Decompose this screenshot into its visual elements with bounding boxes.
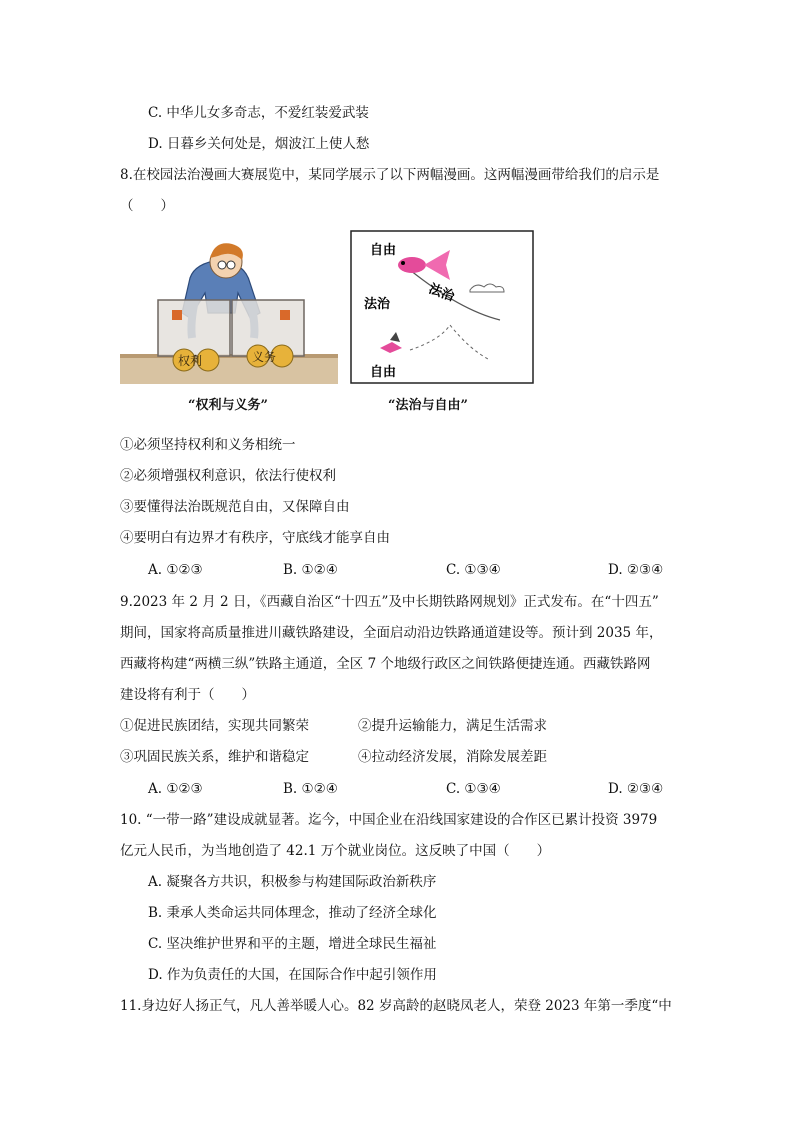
q8-stem: 8.在校园法治漫画大赛展览中，某同学展示了以下两幅漫画。这两幅漫画带给我们的启示是 <box>120 167 660 183</box>
q8-item-3: ③要懂得法治既规范自由，又保障自由 <box>120 499 350 515</box>
q8-choice-c: C. ①③④ <box>446 562 501 578</box>
comic1-box-right-label: 义务 <box>252 350 277 364</box>
q9-line-1: 9.2023 年 2 月 2 日，《西藏自治区“十四五”及中长期铁路网规划》正式发布。在“十四五” <box>120 594 659 610</box>
q8-item-2: ②必须增强权利意识，依法行使权利 <box>120 468 336 484</box>
q9-line-3: 西藏将构建“两横三纵”铁路主通道，全区 7 个地级行政区之间铁路便捷连通。西藏铁路网 <box>120 656 651 672</box>
q10-option-c: C. 坚决维护世界和平的主题，增进全球民生福祉 <box>148 936 437 952</box>
q7-option-c: C. 中华儿女多奇志，不爱红装爱武装 <box>148 105 369 121</box>
comic2-label-law-top: 法治 <box>426 281 457 305</box>
q9-item-2: ②提升运输能力，满足生活需求 <box>358 718 547 734</box>
q10-option-a: A. 凝聚各方共识，积极参与构建国际政治新秩序 <box>148 874 437 890</box>
q10-option-b: B. 秉承人类命运共同体理念，推动了经济全球化 <box>148 905 437 921</box>
comic2-label-law-left: 法治 <box>364 297 391 312</box>
q9-item-3: ③巩固民族关系，维护和谐稳定 <box>120 749 309 765</box>
comic2-label-freedom-top: 自由 <box>370 243 397 258</box>
comic-law-freedom-drawing <box>350 230 534 384</box>
comic2-label-freedom-bottom: 自由 <box>370 365 397 380</box>
q8-choice-b: B. ①②④ <box>283 562 338 578</box>
q8-choice-d: D. ②③④ <box>608 562 664 578</box>
q10-line-2: 亿元人民币，为当地创造了 42.1 万个就业岗位。这反映了中国（ ） <box>120 843 551 859</box>
q10-option-d: D. 作为负责任的大国，在国际合作中起引领作用 <box>148 967 437 983</box>
comic-rights-obligations <box>120 238 338 384</box>
comic2-caption: “法治与自由” <box>388 398 468 413</box>
comic1-caption: “权利与义务” <box>188 398 268 413</box>
q9-line-4: 建设将有利于（ ） <box>120 687 255 703</box>
q8-choice-a: A. ①②③ <box>148 562 203 578</box>
q9-item-1: ①促进民族团结，实现共同繁荣 <box>120 718 309 734</box>
comic-law-freedom <box>350 230 534 384</box>
q9-choice-d: D. ②③④ <box>608 781 664 797</box>
q8-stem-bracket: （ ） <box>120 198 174 214</box>
q11-line-1: 11.身边好人扬正气，凡人善举暖人心。82 岁高龄的赵晓凤老人，荣登 2023 年第一季度“中 <box>120 998 672 1014</box>
q10-line-1: 10. “一带一路”建设成就显著。迄今，中国企业在沿线国家建设的合作区已累计投资 3979 <box>120 812 658 828</box>
comic-rights-obligations-drawing <box>120 238 338 384</box>
q9-line-2: 期间，国家将高质量推进川藏铁路建设，全面启动沿边铁路通道建设等。预计到 2035 年， <box>120 625 663 641</box>
q8-item-4: ④要明白有边界才有秩序，守底线才能享自由 <box>120 530 390 546</box>
q8-item-1: ①必须坚持权利和义务相统一 <box>120 437 296 453</box>
q9-choice-c: C. ①③④ <box>446 781 501 797</box>
comic1-box-left-label: 权利 <box>178 354 203 368</box>
q9-choice-a: A. ①②③ <box>148 781 203 797</box>
q9-choice-b: B. ①②④ <box>283 781 338 797</box>
q9-item-4: ④拉动经济发展，消除发展差距 <box>358 749 547 765</box>
q7-option-d: D. 日暮乡关何处是，烟波江上使人愁 <box>148 136 370 152</box>
